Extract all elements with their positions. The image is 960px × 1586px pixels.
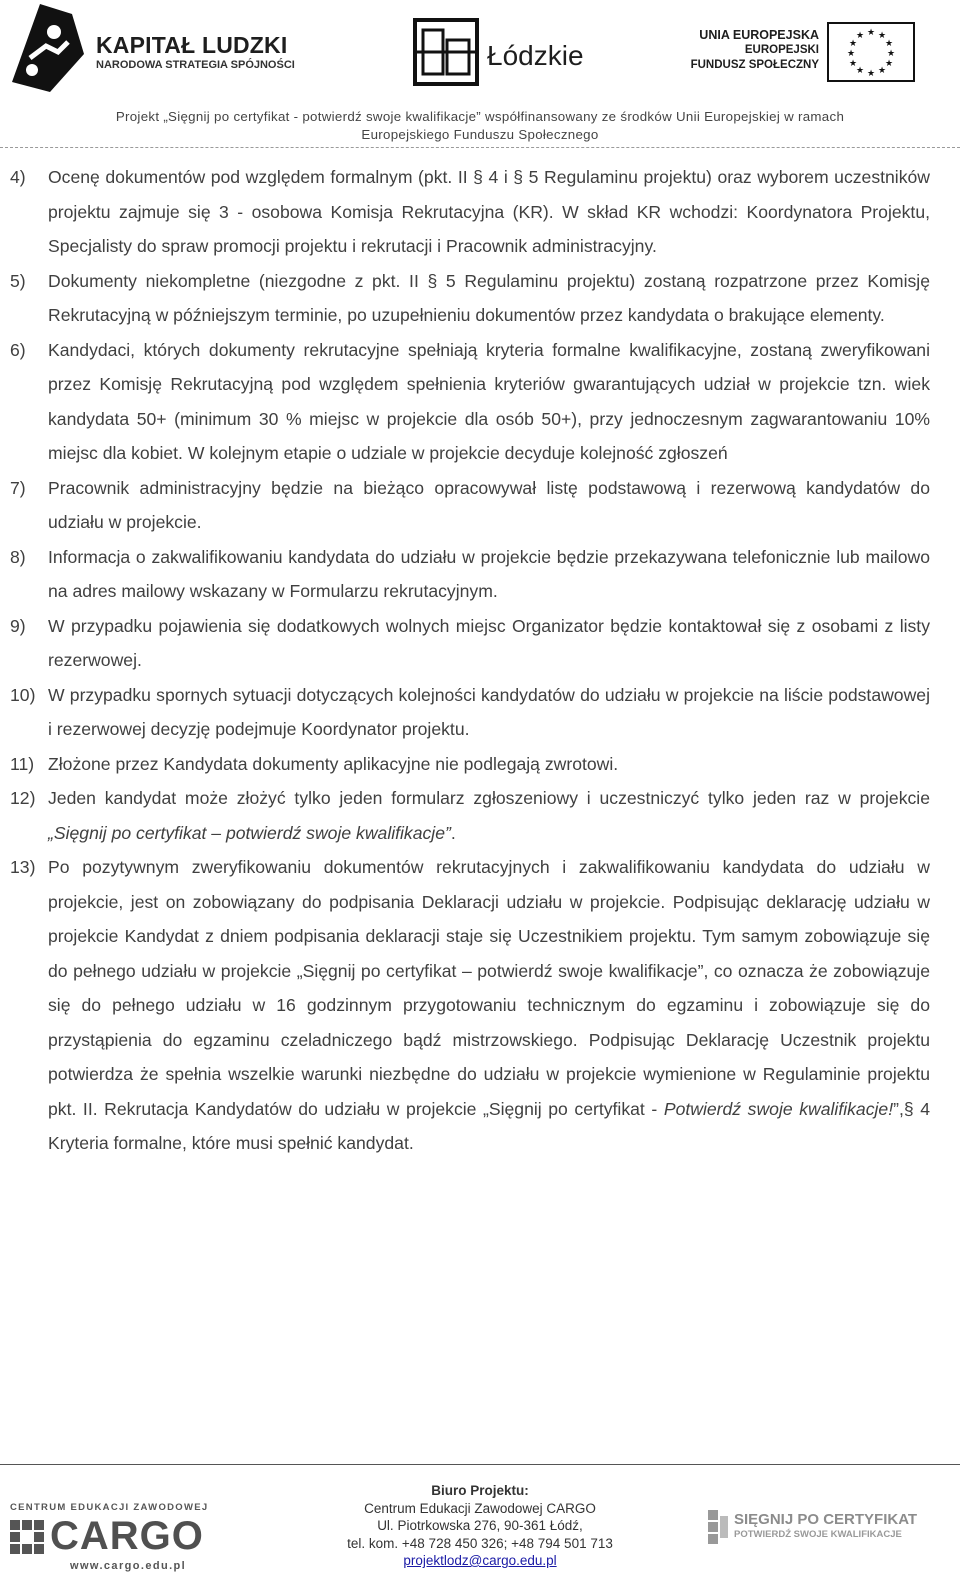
office-title: Biuro Projektu: xyxy=(431,1483,529,1498)
svg-text:★: ★ xyxy=(866,69,876,79)
svg-text:★: ★ xyxy=(848,39,858,49)
list-item xyxy=(10,264,930,333)
svg-text:★: ★ xyxy=(846,49,856,59)
svg-text:★: ★ xyxy=(877,31,887,41)
list-item xyxy=(10,678,930,747)
project-title-italic: Potwierdź swoje kwalifikacje! xyxy=(663,1098,894,1119)
kapital-ludzki-title: KAPITAŁ LUDZKI xyxy=(96,32,288,58)
item-number: 11) xyxy=(10,753,35,774)
kapital-ludzki-subtitle: NARODOWA STRATEGIA SPÓJNOŚCI xyxy=(96,59,295,71)
svg-text:★: ★ xyxy=(866,28,876,38)
item-text: Jeden kandydat może złożyć tylko jeden formularz zgłoszeniowy i uczestniczyć tylko jeden raz w projekcie xyxy=(48,788,930,808)
list-item xyxy=(10,540,930,609)
svg-text:★: ★ xyxy=(884,59,894,69)
item-text: W przypadku pojawienia się dodatkowych wolnych miejsc Organizator będzie kontaktował się z osobami z listy rezerwowej. xyxy=(48,615,930,670)
item-text: Złożone przez Kandydata dokumenty aplikacyjne nie podlegają zwrotowi. xyxy=(48,753,619,774)
office-address: Ul. Piotrkowska 276, 90-361 Łódź, xyxy=(377,1518,583,1533)
list-item xyxy=(10,471,930,540)
eu-logo xyxy=(690,22,915,87)
sc-certyfikat-icon xyxy=(708,1510,730,1544)
svg-text:★: ★ xyxy=(848,59,858,69)
lodzkie-icon xyxy=(413,18,479,86)
eu-line-2: EUROPEJSKI xyxy=(744,44,819,56)
regulation-list xyxy=(10,160,930,1161)
eu-text xyxy=(691,28,819,73)
svg-text:★: ★ xyxy=(855,31,865,41)
office-name: Centrum Edukacji Zawodowej CARGO xyxy=(364,1500,596,1516)
svg-text:★: ★ xyxy=(884,39,894,49)
list-item xyxy=(10,609,930,678)
eu-line-1: UNIA EUROPEJSKA xyxy=(699,28,819,42)
item-text: Po pozytywnym zweryfikowaniu dokumentów rekrutacyjnych i zakwalifikowaniu kandydata do udziału w projekcie, jest on zobowiązany do podpisania Deklaracji udziału w projekcie. Podpisując deklarację udziału w projekcie Kandydat z dniem podpisania deklaracji staje się Uczestnikiem projektu. Tym samym zobowiązuje się do pełnego udziału w projekcie „Sięgnij po certyfikat – potwierdź swoje kwalifikacje”, co oznacza że zobowiązuje się do pełnego udziału w 16 godzinnym przygotowaniu technicznym do egzaminu i zobowiązuje się do przystąpienia do egzaminu czeladniczego bądź mistrzowskiego. Podpisując Deklarację Uczestnik projektu potwierdza że spełnia wszelkie warunki niezbędne do udziału w projekcie wymienione w Regulaminie projektu pkt. II. Rekrutacja Kandydatów do udziału w projekcie „Sięgnij po certyfikat - xyxy=(48,857,930,1119)
kapital-ludzki-logo xyxy=(10,0,310,96)
project-funding-line-1: Projekt „Sięgnij po certyfikat - potwierdź swoje kwalifikacje” współfinansowany ze środków Unii Europejskiej w ramach xyxy=(115,109,845,124)
eu-flag-icon xyxy=(827,22,915,82)
footer-divider xyxy=(0,1464,960,1465)
svg-text:★: ★ xyxy=(855,66,865,76)
project-funding-line-2: Europejskiego Funduszu Społecznego xyxy=(361,127,599,142)
sc-certyfikat-subtitle: POTWIERDŹ SWOJE KWALIFIKACJE xyxy=(734,1529,902,1540)
sc-certyfikat-logo xyxy=(708,1508,948,1548)
office-phone: tel. kom. +48 728 450 326; +48 794 501 713 xyxy=(347,1535,613,1551)
item-number: 5) xyxy=(10,270,26,291)
item-text: Dokumenty niekompletne (niezgodne z pkt. II § 5 Regulaminu projektu) zostaną rozpatrzone przez Komisję Rekrutacyjną w późniejszym terminie, po uzupełnieniu dokumentów przez kandydata o brakujące elementy. xyxy=(48,270,930,325)
list-item xyxy=(10,160,930,264)
list-item xyxy=(10,781,930,850)
cargo-squares-icon xyxy=(10,1520,46,1556)
header-divider xyxy=(0,147,960,148)
item-text-end: . xyxy=(450,822,456,843)
item-number: 13) xyxy=(10,857,36,877)
office-email-link[interactable]: projektlodz@cargo.edu.pl xyxy=(403,1553,557,1568)
sc-certyfikat-title: SIĘGNIJ PO CERTYFIKAT xyxy=(734,1511,918,1528)
item-number: 7) xyxy=(10,477,26,498)
item-text: Ocenę dokumentów pod względem formalnym (pkt. II § 4 i § 5 Regulaminu projektu) oraz wyborem uczestników projektu zajmuje się 3 - osobowa Komisja Rekrutacyjna (KR). W skład KR wchodzi: Koordynatora Projektu, Specjalisty do spraw promocji projektu i rekrutacji i Pracownik administracyjny. xyxy=(48,167,930,256)
item-text: Pracownik administracyjny będzie na bieżąco opracowywał listę podstawową i rezerwową kandydatów do udziału w projekcie. xyxy=(48,477,930,532)
item-number: 4) xyxy=(10,167,26,187)
lodzkie-logo xyxy=(413,18,613,88)
eu-line-3: FUNDUSZ SPOŁECZNY xyxy=(690,59,819,71)
item-text: Informacja o zakwalifikowaniu kandydata do udziału w projekcie będzie przekazywana telefonicznie lub mailowo na adres mailowy wskazany w Formularzu rekrutacyjnym. xyxy=(48,546,930,601)
cargo-tagline: CENTRUM EDUKACJI ZAWODOWEJ xyxy=(10,1502,209,1513)
list-item xyxy=(10,850,930,1161)
project-office-info xyxy=(300,1482,660,1570)
lodzkie-title: Łódzkie xyxy=(487,40,584,71)
cargo-website: www.cargo.edu.pl xyxy=(70,1560,187,1572)
cargo-wordmark: CARGO xyxy=(50,1514,204,1558)
project-title-italic: „Sięgnij po certyfikat – potwierdź swoje kwalifikacje” xyxy=(48,822,451,843)
item-number: 8) xyxy=(10,546,26,567)
item-text: Kandydaci, których dokumenty rekrutacyjne spełniają kryteria formalne kwalifikacyjne, zostaną zweryfikowani przez Komisję Rekrutacyjną pod względem spełnienia kryteriów gwarantujących udział w projekcie tzn. wiek kandydata 50+ (minimum 30 % miejsc w projekcie dla osób 50+), przy jednoczesnym zagwarantowaniu 10% miejsc dla kobiet. W kolejnym etapie o udziale w projekcie decyduje kolejność zgłoszeń xyxy=(48,339,930,463)
page-header xyxy=(0,0,960,148)
item-number: 9) xyxy=(10,615,26,636)
project-funding-note xyxy=(0,108,960,144)
cargo-logo xyxy=(10,1502,210,1578)
item-number: 6) xyxy=(10,339,26,360)
svg-text:★: ★ xyxy=(877,66,887,76)
item-text: W przypadku spornych sytuacji dotyczących kolejności kandydatów do udziału w projekcie na liście podstawowej i rezerwowej decyzję podejmuje Koordynator projektu. xyxy=(48,684,930,739)
list-item xyxy=(10,747,930,782)
svg-text:★: ★ xyxy=(886,49,896,59)
item-number: 12) xyxy=(10,788,36,808)
item-number: 10) xyxy=(10,684,36,705)
kapital-ludzki-icon xyxy=(10,2,90,94)
item-text-end: ”,§ 4 Kryteria formalne, które musi spełnić kandydat. xyxy=(48,1098,930,1153)
list-item xyxy=(10,333,930,471)
